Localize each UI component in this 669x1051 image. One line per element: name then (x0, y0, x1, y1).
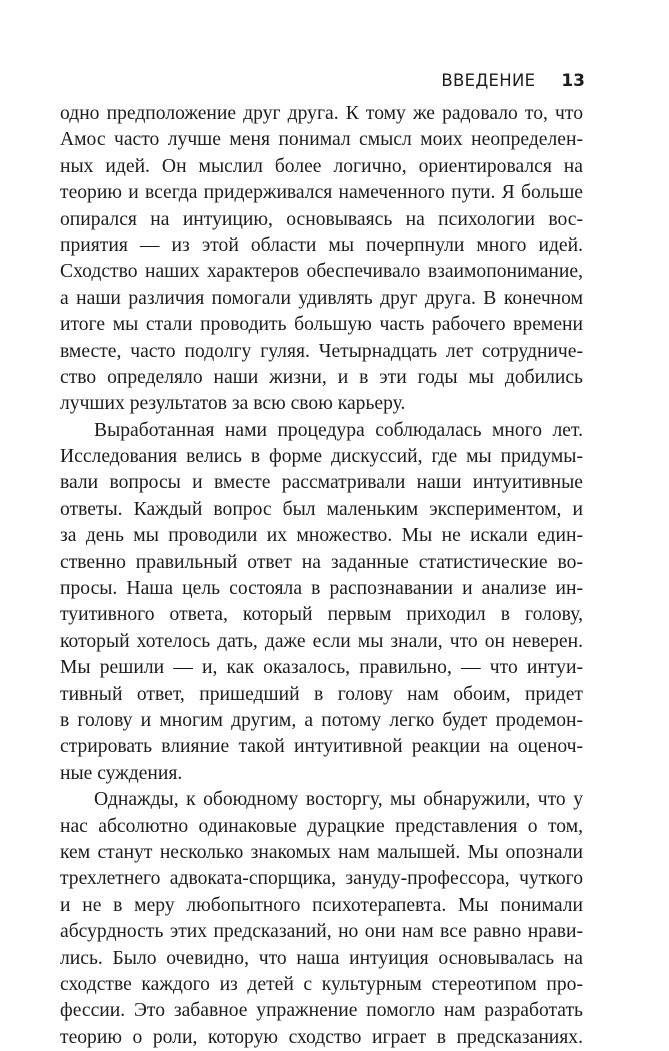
text-line: ственно правильный ответ на заданные статистические во- (60, 551, 583, 573)
text-line: туитивного ответа, который первым приходил в голову, (60, 604, 583, 626)
running-head (441, 71, 585, 91)
text-line: Мы решили — и, как оказалось, правильно, — что интуи- (60, 657, 583, 679)
text-line: одно предположение друг друга. К тому же радовало то, что (60, 103, 583, 124)
text-line: ответы. Каждый вопрос был маленьким экспериментом, и (60, 498, 583, 520)
text-line: Выработанная нами процедура соблюдалась много лет. (94, 419, 583, 441)
section-title: ВВЕДЕНИЕ (441, 71, 536, 90)
text-line: ство определяло наши жизни, и в эти годы мы добились (60, 366, 583, 388)
text-line: ных идей. Он мыслил более логично, ориентировался на (60, 155, 583, 177)
text-line: стрировать влияние такой интуитивной реакции на оценоч- (60, 736, 583, 758)
text-line: и не в меру любопытного психотерапевта. Мы понимали (60, 894, 583, 916)
text-line: тивный ответ, пришедший в голову нам обоим, придет (60, 683, 583, 705)
text-line: Сходство наших характеров обеспечивало взаимопонимание, (60, 261, 583, 283)
text-line: сходстве каждого из детей с культурным стереотипом про- (60, 973, 583, 995)
text-line: за день мы проводили их множество. Мы не искали един- (60, 525, 583, 547)
text-line: Однажды, к обоюдному восторгу, мы обнаружили, что у (94, 789, 583, 811)
text-line: нас абсолютно одинаковые дурацкие представления о том, (60, 815, 583, 837)
text-line: итоге мы стали проводить большую часть рабочего времени (60, 314, 583, 336)
text-line: трехлетнего адвоката-спорщика, зануду-профессора, чуткого (60, 868, 583, 890)
text-line: Исследования велись в форме дискуссий, где мы придумы- (60, 446, 583, 468)
text-line: в голову и многим другим, а потому легко будет продемон- (60, 709, 583, 731)
text-line: опирался на интуицию, основываясь на психологии вос- (60, 208, 583, 230)
text-line: просы. Наша цель состояла в распознавании и анализе ин- (60, 578, 583, 600)
text-line: фессии. Это забавное упражнение помогло нам разработать (60, 1000, 583, 1022)
text-line: ные суждения. (60, 762, 183, 784)
body-text (60, 101, 583, 1051)
text-line: лучших результатов за всю свою карьеру. (60, 393, 406, 415)
text-line: вали вопросы и вместе рассматривали наши интуитивные (60, 472, 583, 494)
text-line: вместе, часто подолгу гуляя. Четырнадцать лет сотрудниче- (60, 340, 583, 362)
text-line: Амос часто лучше меня понимал смысл моих неопределен- (60, 129, 583, 151)
paragraph (60, 418, 583, 787)
text-line: а наши различия помогали удивлять друг друга. В конечном (60, 287, 583, 309)
paragraph (60, 787, 583, 1051)
text-line: абсурдность этих предсказаний, но они нам все равно нрави- (60, 921, 583, 943)
text-line: теорию о роли, которую сходство играет в предсказаниях. (60, 1026, 583, 1048)
paragraph (60, 101, 583, 418)
text-line: лись. Было очевидно, что наша интуиция основывалась на (60, 947, 583, 969)
text-line: кем станут несколько знакомых нам малышей. Мы опознали (60, 841, 583, 863)
page-number: 13 (561, 71, 585, 91)
text-line: теорию и всегда придерживался намеченного пути. Я больше (60, 182, 583, 204)
text-line: приятия — из этой области мы почерпнули много идей. (60, 234, 583, 256)
text-line: который хотелось дать, даже если мы знали, что он неверен. (60, 630, 583, 652)
